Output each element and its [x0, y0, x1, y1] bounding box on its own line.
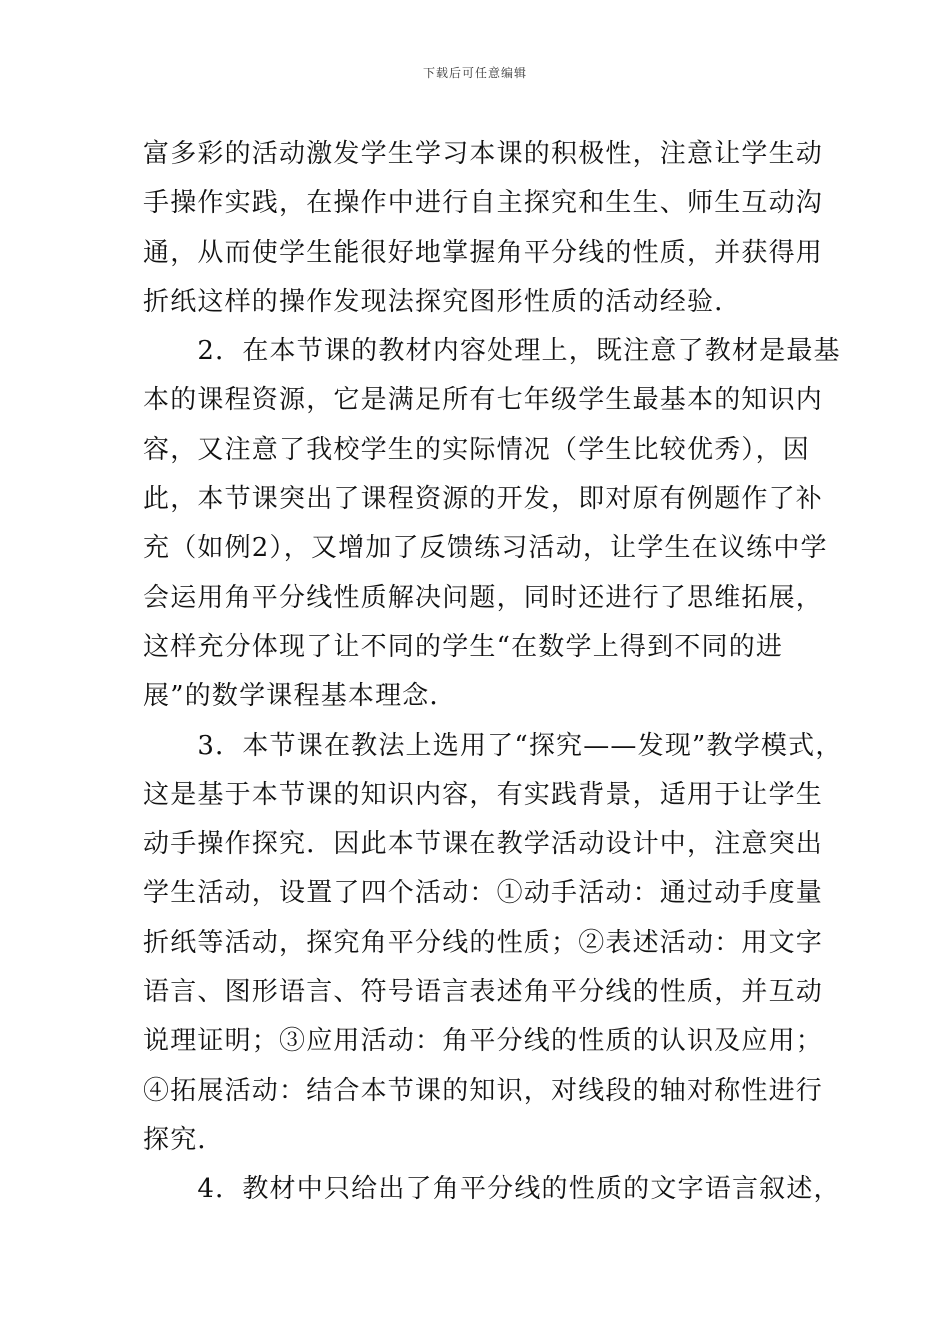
text-line: 学生活动，设置了四个活动：①动手活动：通过动手度量 — [143, 878, 824, 909]
body-text — [143, 130, 843, 1215]
text-line: 语言、图形语言、符号语言表述角平分线的性质，并互动 — [143, 977, 824, 1008]
text-line: 这是基于本节课的知识内容，有实践背景，适用于让学生 — [143, 779, 824, 810]
text-line: 探究． — [143, 1124, 225, 1155]
text-line: 容，又注意了我校学生的实际情况（学生比较优秀），因 — [143, 434, 811, 465]
text-line: 本的课程资源，它是满足所有七年级学生最基本的知识内 — [143, 385, 824, 416]
text-line: 充（如例2），又增加了反馈练习活动，让学生在议练中学 — [143, 533, 828, 564]
text-line: 2．在本节课的教材内容处理上，既注意了教材是最基 — [143, 336, 841, 367]
text-line: 富多彩的活动激发学生学习本课的积极性，注意让学生动 — [143, 139, 824, 169]
text-line: 4．教材中只给出了角平分线的性质的文字语言叙述， — [143, 1174, 841, 1205]
text-line: 折纸等活动，探究角平分线的性质；②表述活动：用文字 — [143, 927, 824, 958]
text-line: 折纸这样的操作发现法探究图形性质的活动经验． — [143, 286, 742, 317]
text-line: 展”的数学课程基本理念． — [143, 681, 457, 712]
text-line: 3．本节课在教法上选用了“探究——发现”教学模式， — [143, 730, 843, 761]
page-header: 下载后可任意编辑 — [422, 66, 527, 80]
text-line: 说理证明；③应用活动：角平分线的性质的认识及应用； — [143, 1026, 824, 1057]
text-line: 通，从而使学生能很好地掌握角平分线的性质，并获得用 — [143, 237, 824, 268]
text-line: 此，本节课突出了课程资源的开发，即对原有例题作了补 — [143, 484, 824, 515]
text-line: 手操作实践，在操作中进行自主探究和生生、师生互动沟 — [143, 188, 824, 219]
text-line: ④拓展活动：结合本节课的知识，对线段的轴对称性进行 — [143, 1075, 824, 1106]
text-line: 动手操作探究．因此本节课在教学活动设计中，注意突出 — [143, 829, 824, 860]
text-line: 这样充分体现了让不同的学生“在数学上得到不同的进 — [143, 631, 784, 662]
text-line: 会运用角平分线性质解决问题，同时还进行了思维拓展， — [143, 582, 824, 613]
